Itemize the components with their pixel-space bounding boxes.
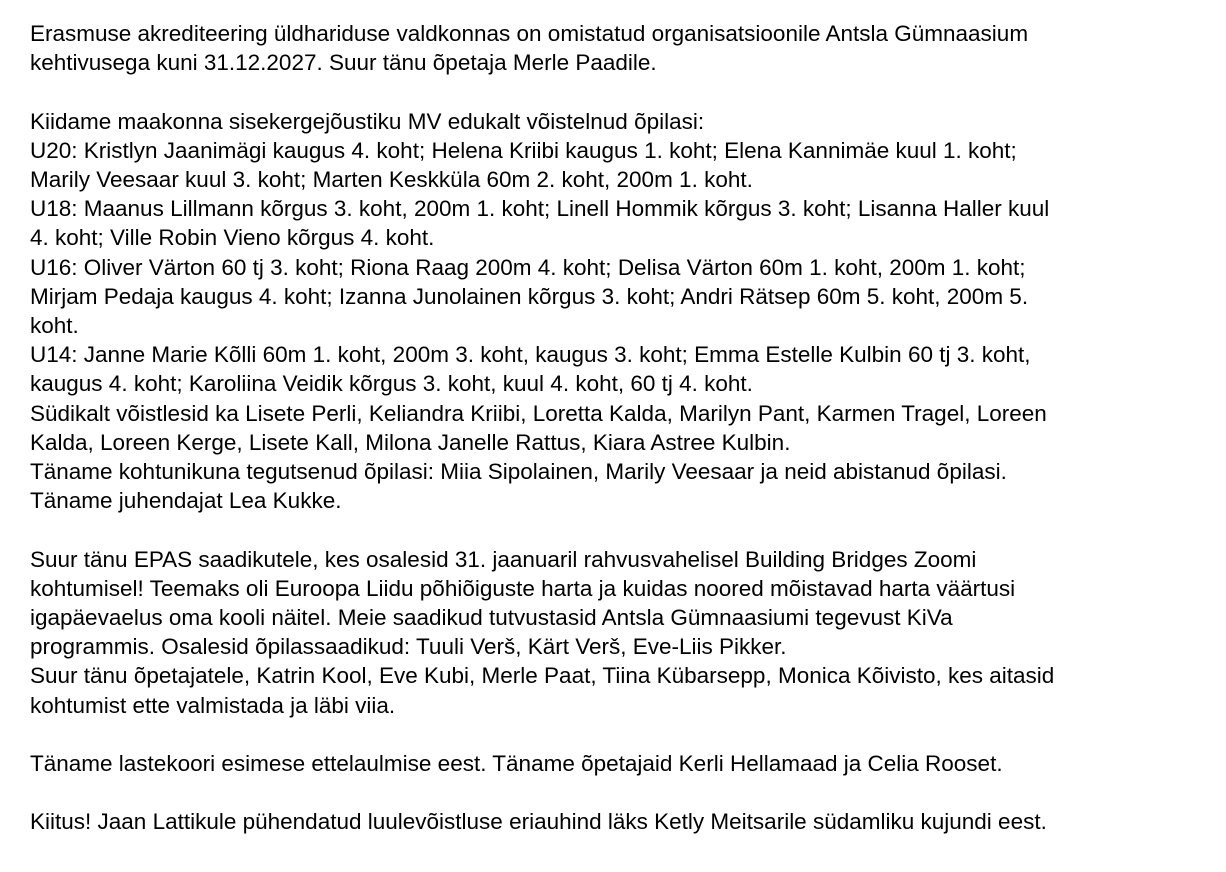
paragraph-spacer <box>30 515 1210 544</box>
paragraph-spacer <box>30 720 1210 749</box>
text-line: U14: Janne Marie Kõlli 60m 1. koht, 200m 3. koht, kaugus 3. koht; Emma Estelle Kulbin 60 tj 3. koht, <box>30 342 1031 368</box>
text-line: Südikalt võistlesid ka Lisete Perli, Keliandra Kriibi, Loretta Kalda, Marilyn Pant, Karmen Tragel, Loreen <box>30 400 1047 426</box>
paragraph-choir <box>30 749 1210 778</box>
text-line: U20: Kristlyn Jaanimägi kaugus 4. koht; Helena Kriibi kaugus 1. koht; Elena Kannimäe kuul 1. koht; <box>30 137 1017 163</box>
paragraph-athletics <box>30 107 1210 516</box>
text-line: Kalda, Loreen Kerge, Lisete Kall, Milona Janelle Rattus, Kiara Astree Kulbin. <box>30 429 791 455</box>
text-line: Täname lastekoori esimese ettelaulmise eest. Täname õpetajaid Kerli Hellamaad ja Celia Rooset. <box>30 751 1003 777</box>
text-line: Suur tänu õpetajatele, Katrin Kool, Eve Kubi, Merle Paat, Tiina Kübarsepp, Monica Kõivisto, kes aitasid <box>30 663 1055 689</box>
text-line: igapäevaelus oma kooli näitel. Meie saadikud tutvustasid Antsla Gümnaasiumi tegevust KiVa <box>30 605 953 631</box>
text-line: kohtumist ette valmistada ja läbi viia. <box>30 692 396 718</box>
paragraph-spacer <box>30 77 1210 106</box>
text-line: 4. koht; Ville Robin Vieno kõrgus 4. koht. <box>30 225 435 251</box>
paragraph-poetry <box>30 807 1210 836</box>
paragraph-accreditation <box>30 19 1210 77</box>
text-line: Erasmuse akrediteering üldhariduse valdkonnas on omistatud organisatsioonile Antsla Gümnaasium <box>30 21 1029 46</box>
text-line: Suur tänu EPAS saadikutele, kes osalesid 31. jaanuaril rahvusvahelisel Building Bridges Zoomi <box>30 546 977 572</box>
text-line: Täname kohtunikuna tegutsenud õpilasi: Miia Sipolainen, Marily Veesaar ja neid abistanud õpilasi. <box>30 459 1007 485</box>
text-line: Marily Veesaar kuul 3. koht; Marten Keskküla 60m 2. koht, 200m 1. koht. <box>30 167 753 192</box>
text-line: kaugus 4. koht; Karoliina Veidik kõrgus 3. koht, kuul 4. koht, 60 tj 4. koht. <box>30 371 753 397</box>
text-line: U18: Maanus Lillmann kõrgus 3. koht, 200m 1. koht; Linell Hommik kõrgus 3. koht; Lisanna Haller kuul <box>30 196 1050 222</box>
text-line: kohtumisel! Teemaks oli Euroopa Liidu põhiõiguste harta ja kuidas noored mõistavad harta väärtusi <box>30 575 1016 601</box>
text-line: Kiitus! Jaan Lattikule pühendatud luulevõistluse eriauhind läks Ketly Meitsarile südamliku kujundi eest. <box>30 809 1047 835</box>
text-line: Mirjam Pedaja kaugus 4. koht; Izanna Junolainen kõrgus 3. koht; Andri Rätsep 60m 5. koht, 200m 5. <box>30 283 1029 309</box>
text-line: programmis. Osalesid õpilassaadikud: Tuuli Verš, Kärt Verš, Eve-Liis Pikker. <box>30 634 787 660</box>
paragraph-spacer <box>30 778 1210 807</box>
document-body <box>30 19 1210 837</box>
text-line: U16: Oliver Värton 60 tj 3. koht; Riona Raag 200m 4. koht; Delisa Värton 60m 1. koht, 200m 1. koht; <box>30 254 1026 280</box>
text-line: kehtivusega kuni 31.12.2027. Suur tänu õpetaja Merle Paadile. <box>30 50 657 76</box>
text-line: Kiidame maakonna sisekergejõustiku MV edukalt võistelnud õpilasi: <box>30 108 705 134</box>
paragraph-epas <box>30 545 1210 720</box>
text-line: koht. <box>30 313 79 339</box>
text-line: Täname juhendajat Lea Kukke. <box>30 488 342 514</box>
